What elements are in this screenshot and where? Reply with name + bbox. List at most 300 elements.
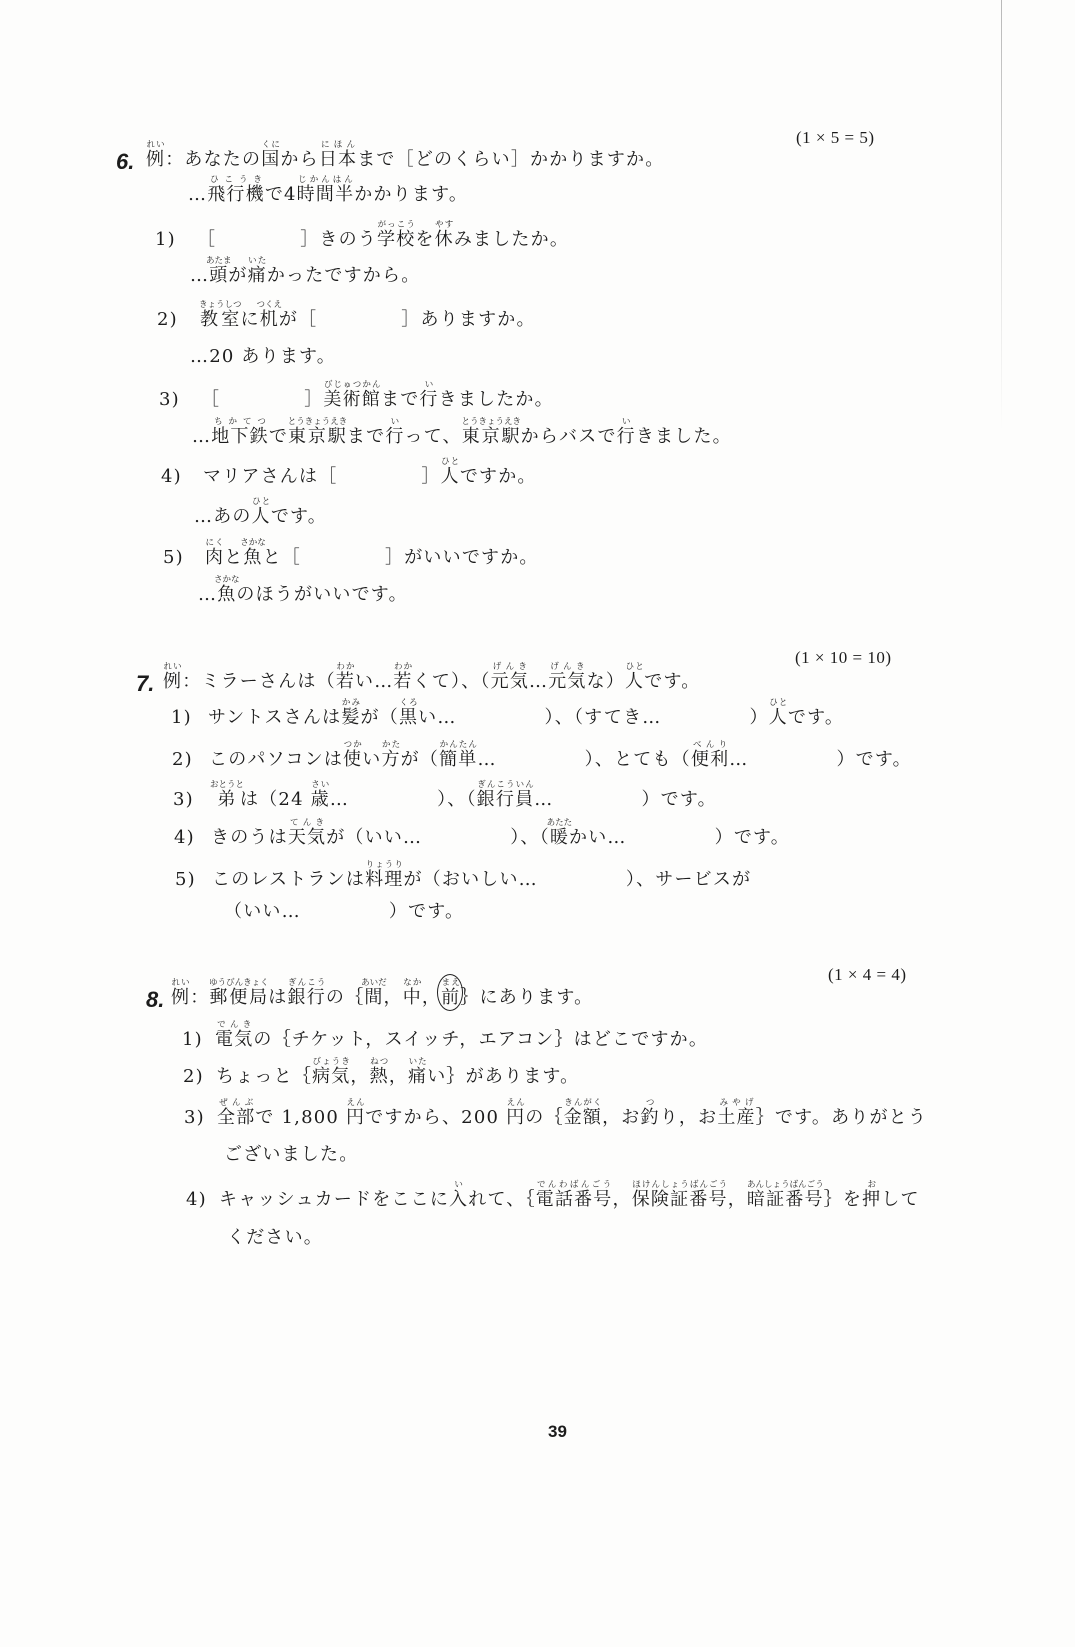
ruby-base: 美術館 (323, 389, 382, 410)
furigana: ひと (768, 698, 788, 708)
question-text (216, 1057, 580, 1087)
ruby-word (461, 417, 521, 447)
furigana: ほけんしょうばんごう (631, 1180, 728, 1190)
text-run: と［ (262, 547, 302, 568)
example-sentence (146, 140, 664, 180)
question-3 (184, 1098, 927, 1138)
text-run: が（ (400, 749, 440, 770)
ruby-base: 東京駅 (461, 426, 521, 447)
furigana: つか (343, 740, 363, 750)
text-run: … (329, 789, 350, 810)
ruby-word (240, 538, 266, 568)
text-run: ， (383, 987, 403, 1008)
text-run: … (729, 749, 749, 770)
ruby-word (361, 978, 387, 1008)
text-run: な） (586, 671, 626, 692)
ruby-word (287, 978, 326, 1008)
text-run: の｛チケット，スイッチ，エアコン｝はどこですか。 (253, 1029, 709, 1050)
furigana: い (616, 417, 636, 427)
ruby-base: 人 (251, 506, 271, 527)
question-number: 1) (182, 1029, 203, 1050)
text-run: … (192, 426, 212, 447)
furigana: くろ (398, 698, 419, 708)
ruby-base: 肉 (205, 547, 225, 568)
furigana: げんき (490, 662, 530, 672)
ruby-word (211, 417, 269, 447)
text-run: ］がいいですか。 (385, 547, 539, 568)
text-run: ちょっと｛ (216, 1066, 312, 1087)
ruby-base: 黒 (398, 707, 419, 728)
ruby-word (640, 1098, 660, 1128)
text-run: のほうがいいです。 (236, 584, 408, 605)
ruby-word (408, 1057, 428, 1087)
text-run: みましたか。 (453, 229, 570, 250)
text-run: … (190, 265, 210, 286)
ruby-word (434, 220, 454, 250)
ruby-base: 頭 (206, 265, 232, 286)
answer-3 (192, 417, 732, 457)
question-2 (157, 300, 536, 340)
ruby-word (506, 1098, 526, 1128)
ruby-base: 入 (449, 1189, 469, 1210)
furigana: かた (381, 740, 401, 750)
text-run: ）、（ (437, 789, 477, 810)
ruby-base: 飛行機 (207, 184, 265, 205)
text-run: キャッシュカードをここに (219, 1189, 450, 1210)
text-run: です。 (787, 707, 845, 728)
ruby-base: 円 (506, 1107, 526, 1128)
furigana: い (385, 417, 405, 427)
ruby-base: 例 (146, 149, 166, 170)
ruby-word (419, 380, 439, 410)
question-text (219, 1180, 920, 1210)
ruby-base: 歳 (310, 789, 330, 810)
text-run: い… (355, 671, 394, 692)
ruby-word (296, 175, 355, 205)
ruby-base: 痛 (247, 265, 267, 286)
ruby-word (862, 1180, 882, 1210)
furigana: お (862, 1180, 882, 1190)
text-run: このパソコンは (209, 749, 344, 770)
furigana: ちかてつ (211, 417, 269, 427)
text-run: ， (421, 987, 442, 1008)
furigana: べんり (690, 740, 730, 750)
ruby-word (310, 780, 330, 810)
ruby-word (548, 662, 587, 692)
ruby-word (717, 1098, 756, 1128)
answer-5 (198, 575, 408, 615)
ruby-base: 地下鉄 (211, 426, 269, 447)
text-run: サントスさんは (208, 707, 342, 728)
furigana: あたま (206, 256, 232, 266)
ruby-word (171, 978, 191, 1008)
ruby-base: 例 (163, 671, 183, 692)
text-run: で4 (264, 184, 297, 205)
text-run: … (534, 789, 554, 810)
exercise-number: 7. (136, 671, 155, 696)
question-3 (173, 780, 717, 820)
question-number: 4) (174, 827, 195, 848)
ruby-base: 全部 (217, 1107, 256, 1128)
ruby-base: 使 (343, 749, 363, 770)
ruby-base: 例 (171, 987, 191, 1008)
text-run: きのうは (211, 827, 288, 848)
text-run: ください。 (227, 1227, 323, 1248)
text-run: このレストランは (212, 869, 366, 890)
ruby-word (616, 417, 636, 447)
text-run: まで［どのくらい］かかりますか。 (357, 149, 665, 170)
text-run: まで (346, 426, 386, 447)
question-5-continuation (224, 892, 464, 932)
question-number: 2) (172, 749, 193, 770)
exercise-number: 6. (116, 149, 135, 174)
ruby-word (563, 1098, 603, 1128)
text-run: ，お (602, 1107, 641, 1128)
text-run: で 1,800 (255, 1107, 346, 1128)
furigana: てんき (287, 818, 327, 828)
text-run: ， (350, 1066, 370, 1087)
question-text (212, 860, 752, 890)
text-run: ］きのう (300, 229, 378, 250)
ruby-word (398, 698, 419, 728)
text-run: … (198, 584, 218, 605)
text-run: れて、｛ (468, 1189, 536, 1210)
furigana: つ (640, 1098, 660, 1108)
ruby-base: 日本 (318, 149, 358, 170)
ruby-base: 簡単 (439, 749, 478, 770)
furigana: おとうと (210, 780, 245, 790)
text-run: ）です。 (641, 789, 717, 810)
question-number: 3) (159, 389, 180, 410)
furigana: ねつ (369, 1057, 389, 1067)
ruby-word (323, 380, 382, 410)
question-text (203, 457, 537, 487)
ruby-word (631, 1180, 728, 1210)
text-run: きました。 (635, 426, 732, 447)
furigana: ひと (251, 497, 271, 507)
furigana: あんしょうばんごう (746, 1180, 824, 1190)
furigana: かんたん (439, 740, 478, 750)
question-text (205, 538, 539, 568)
text-run: ですか。 (459, 466, 537, 487)
ruby-base: 髪 (341, 707, 361, 728)
ruby-word (256, 300, 283, 330)
text-run: ）です。 (714, 827, 791, 848)
example-sentence (163, 662, 700, 702)
text-run: ）、とても（ (584, 749, 691, 770)
ruby-word (335, 662, 356, 692)
ruby-base: 休 (434, 229, 454, 250)
ruby-word (247, 256, 267, 286)
furigana: あたた (546, 818, 573, 828)
ruby-word (746, 1180, 824, 1210)
text-run: ）、（ (510, 827, 550, 848)
question-text (199, 300, 536, 330)
text-run: かい… (569, 827, 627, 848)
text-run: （いい… (224, 901, 301, 922)
ruby-base: 暖 (546, 827, 573, 848)
furigana: きょうしつ (199, 300, 242, 310)
ruby-base: 元気 (548, 671, 587, 692)
furigana: にほん (318, 140, 358, 150)
text-run: は (268, 987, 288, 1008)
ruby-base: 円 (345, 1107, 366, 1128)
answer-circle (441, 978, 461, 1008)
text-run: ［ (201, 389, 221, 410)
ruby-base: 弟 (210, 789, 245, 810)
ruby-word (768, 698, 788, 728)
text-run: マリアさんは［ (203, 466, 338, 487)
furigana: ひと (625, 662, 645, 672)
example-sentence (171, 978, 593, 1018)
ruby-base: 国 (261, 149, 281, 170)
question-5 (163, 538, 539, 578)
ruby-word (377, 220, 416, 250)
example-answer (188, 175, 468, 215)
ruby-base: 行 (419, 389, 439, 410)
question-2 (172, 740, 912, 780)
ruby-base: 前 (441, 987, 461, 1008)
furigana: れい (163, 662, 183, 672)
question-number: 3) (184, 1107, 205, 1128)
text-run: が［ (278, 309, 318, 330)
ruby-word (490, 662, 530, 692)
question-4 (186, 1180, 920, 1220)
ruby-base: 人 (768, 707, 788, 728)
ruby-base: 若 (335, 671, 356, 692)
text-run: い… (418, 707, 457, 728)
answer-1 (190, 256, 420, 296)
question-number: 5) (163, 547, 184, 568)
ruby-word (440, 457, 460, 487)
text-run: が（ (360, 707, 399, 728)
text-run: り，お (659, 1107, 718, 1128)
ruby-base: 保険証番号 (631, 1189, 728, 1210)
ruby-word (393, 662, 413, 692)
question-text (197, 220, 570, 250)
furigana: わか (335, 662, 356, 672)
text-run: からバスで (520, 426, 617, 447)
text-run: ｝を (823, 1189, 863, 1210)
score-label: (1 × 4 = 4) (828, 965, 907, 984)
question-text (211, 818, 791, 848)
furigana: い (419, 380, 439, 390)
ruby-base: 東京駅 (287, 426, 348, 447)
question-number: 1) (155, 229, 176, 250)
text-run: …あの (194, 506, 252, 527)
ruby-word (287, 417, 348, 447)
page-number: 39 (548, 1422, 567, 1441)
circled-choice (441, 978, 461, 1008)
ruby-base: 土産 (717, 1107, 756, 1128)
text-run: に (240, 309, 260, 330)
furigana: さい (310, 780, 330, 790)
ruby-word (381, 740, 401, 770)
ruby-base: 行 (385, 426, 405, 447)
furigana: きんがく (563, 1098, 603, 1108)
question-4 (174, 818, 790, 858)
text-run: ］ (421, 466, 441, 487)
text-run: は（24 (240, 789, 311, 810)
text-run: して (881, 1189, 920, 1210)
question-number: 3) (173, 789, 194, 810)
scan-edge-line (1001, 0, 1002, 430)
furigana: くに (261, 140, 281, 150)
ruby-word (206, 256, 232, 286)
ruby-base: 教室 (199, 309, 242, 330)
question-number: 4) (161, 466, 182, 487)
text-run: い (362, 749, 382, 770)
ruby-word (287, 818, 327, 848)
text-run: ） (749, 707, 769, 728)
furigana: あいだ (361, 978, 387, 988)
ruby-word (199, 300, 242, 330)
question-4-continuation (227, 1218, 323, 1258)
ruby-base: 料理 (365, 869, 404, 890)
question-text (201, 380, 554, 410)
ruby-word (625, 662, 645, 692)
question-text (217, 1098, 928, 1128)
furigana: でんわばんごう (535, 1180, 613, 1190)
ruby-word (369, 1057, 389, 1087)
furigana: ゆうびんきょく (209, 978, 269, 988)
ruby-base: 人 (440, 466, 460, 487)
question-text (209, 740, 912, 770)
ruby-base: 暗証番号 (746, 1189, 824, 1210)
furigana: えん (345, 1098, 366, 1108)
score-label: (1 × 10 = 10) (795, 648, 892, 667)
furigana: にく (205, 538, 225, 548)
text-run: …20 あります。 (190, 346, 336, 367)
text-run: きましたか。 (438, 389, 554, 410)
ruby-word (476, 780, 535, 810)
ruby-base: 天気 (287, 827, 327, 848)
text-run: ：あなたの (165, 149, 262, 170)
ruby-base: 郵便局 (209, 987, 269, 1008)
ruby-word (365, 860, 404, 890)
question-1 (155, 220, 569, 260)
text-run: が (228, 265, 248, 286)
furigana: ひこうき (207, 175, 265, 185)
furigana: れい (171, 978, 191, 988)
furigana: みやげ (717, 1098, 756, 1108)
furigana: やす (434, 220, 454, 230)
ruby-base: 銀行 (287, 987, 326, 1008)
ruby-base: 電話番号 (535, 1189, 613, 1210)
text-run: と (224, 547, 244, 568)
text-run: ［ (197, 229, 217, 250)
text-run: ：ミラーさんは（ (182, 671, 336, 692)
ruby-word (214, 575, 240, 605)
ruby-base: 魚 (214, 584, 240, 605)
text-run: ］ありますか。 (401, 309, 536, 330)
furigana: びじゅつかん (323, 380, 382, 390)
ruby-word (345, 1098, 366, 1128)
ruby-base: 行 (616, 426, 636, 447)
ruby-base: 学校 (377, 229, 416, 250)
text-run: です。 (644, 671, 701, 692)
text-run: くて）、（ (412, 671, 491, 692)
ruby-base: 机 (256, 309, 283, 330)
ruby-base: 中 (402, 987, 422, 1008)
question-number: 4) (186, 1189, 207, 1210)
text-run: ）です。 (388, 901, 465, 922)
text-run: い｝があります。 (427, 1066, 580, 1087)
text-run: の｛ (325, 987, 365, 1008)
text-run: を (415, 229, 435, 250)
text-run: まで (381, 389, 420, 410)
question-1 (171, 698, 844, 738)
furigana: びょうき (312, 1057, 351, 1067)
furigana: ぎんこういん (476, 780, 535, 790)
text-run: が（いい… (326, 827, 423, 848)
ruby-word (318, 140, 358, 170)
ruby-base: 銀行員 (476, 789, 535, 810)
ruby-word (439, 740, 478, 770)
ruby-base: 釣 (640, 1107, 660, 1128)
text-run: ｝です。ありがとう (755, 1107, 928, 1128)
furigana: ぜんぶ (217, 1098, 256, 1108)
text-run: から (280, 149, 319, 170)
ruby-word (251, 497, 271, 527)
question-text (208, 698, 845, 728)
ruby-base: 若 (393, 671, 413, 692)
ruby-word (690, 740, 730, 770)
ruby-word (546, 818, 573, 848)
text-run: ］ (304, 389, 324, 410)
furigana: とうきょうえき (287, 417, 348, 427)
text-run: ： (190, 987, 210, 1008)
ruby-word (343, 740, 363, 770)
question-number: 1) (171, 707, 192, 728)
question-number: 2) (183, 1066, 204, 1087)
ruby-base: 電気 (215, 1029, 254, 1050)
ruby-base: 元気 (490, 671, 530, 692)
text-run: かかります。 (354, 184, 469, 205)
question-3-continuation (224, 1135, 358, 1175)
ruby-word (535, 1180, 613, 1210)
text-run: ｝にあります。 (460, 987, 594, 1008)
ruby-word (209, 978, 269, 1008)
question-number: 5) (175, 869, 196, 890)
text-run: で (268, 426, 289, 447)
text-run: ， (388, 1066, 409, 1087)
furigana: がっこう (377, 220, 416, 230)
ruby-word (215, 1020, 254, 1050)
ruby-base: 魚 (240, 547, 266, 568)
text-run: ， (727, 1189, 747, 1210)
question-text (210, 780, 717, 810)
furigana: いた (408, 1057, 428, 1067)
furigana: えん (506, 1098, 526, 1108)
text-run: ）、サービスが (625, 869, 752, 890)
furigana: わか (393, 662, 413, 672)
ruby-word (146, 140, 166, 170)
ruby-word (163, 662, 183, 692)
ruby-word (402, 978, 422, 1008)
ruby-word (261, 140, 281, 170)
furigana: さかな (240, 538, 266, 548)
ruby-base: 痛 (408, 1066, 428, 1087)
text-run: ですから、200 (365, 1107, 507, 1128)
ruby-base: 時間半 (296, 184, 355, 205)
answer-4 (194, 497, 327, 537)
furigana: いた (247, 256, 267, 266)
text-run: って、 (404, 426, 462, 447)
ruby-base: 金額 (563, 1107, 603, 1128)
ruby-word (385, 417, 405, 447)
ruby-word (207, 175, 265, 205)
